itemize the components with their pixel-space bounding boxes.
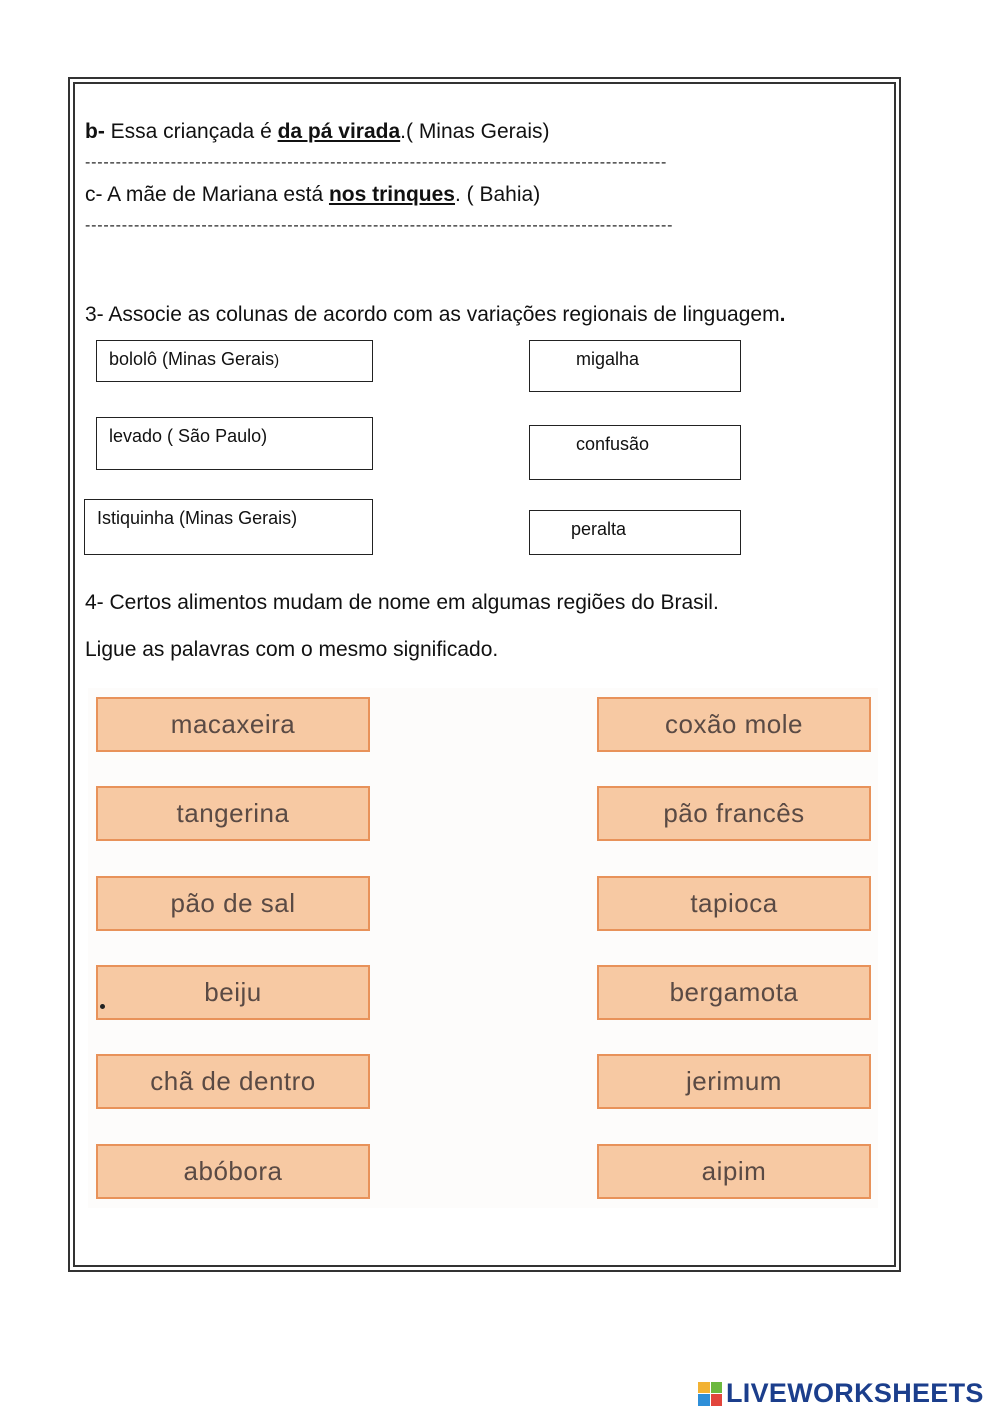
food-matching-area [88,688,878,1208]
food-right-1[interactable]: coxão mole [597,697,871,752]
question-3-title-period: . [779,303,786,326]
assoc-left-2[interactable] [96,417,373,470]
assoc-left-1-label: bololô (Minas Gerais [109,349,275,369]
sentence-b-text-2: .( Minas Gerais) [400,120,550,143]
assoc-left-3[interactable] [84,499,373,555]
assoc-right-2[interactable] [529,425,741,480]
assoc-left-2-label: levado ( São Paulo) [109,426,268,446]
sentence-c-text-1: c- A mãe de Mariana está [85,183,329,206]
food-right-3[interactable]: tapioca [597,876,871,931]
question-3-title [85,303,785,327]
question-4-title: 4- Certos alimentos mudam de nome em algumas regiões do Brasil. [85,591,719,614]
sentence-b-label: b- [85,120,105,143]
food-right-5[interactable]: jerimum [597,1054,871,1109]
assoc-right-2-label: confusão [576,434,650,454]
food-right-6[interactable]: aipim [597,1144,871,1199]
food-left-4[interactable]: beiju [96,965,370,1020]
sentence-c-expression: nos trinques [328,183,455,206]
assoc-left-1[interactable] [96,340,373,382]
sentence-c-text-2: . ( Bahia) [454,183,541,206]
brand-name: LIVEWORKSHEETS [726,1378,984,1408]
food-left-5[interactable]: chã de dentro [96,1054,370,1109]
assoc-right-3[interactable] [529,510,741,555]
sentence-b-expression: da pá virada [277,120,401,143]
food-left-6[interactable]: abóbora [96,1144,370,1199]
food-left-1[interactable]: macaxeira [96,697,370,752]
food-left-2[interactable]: tangerina [96,786,370,841]
sentence-c [85,183,540,207]
answer-line-c[interactable]: ------------------------------------------------------------------------------------------------ [85,217,674,234]
sentence-b [85,120,550,144]
footer-brand [698,1378,984,1409]
dot-mark [100,1004,105,1009]
answer-line-b[interactable]: ----------------------------------------------------------------------------------------------- [85,154,668,171]
food-right-2[interactable]: pão francês [597,786,871,841]
question-4-instruction: Ligue as palavras com o mesmo significado. [85,638,499,661]
assoc-left-3-label: Istiquinha (Minas Gerais) [97,508,298,528]
assoc-right-3-label: peralta [571,519,627,539]
sentence-b-text-1: Essa criançada é [104,120,278,143]
assoc-left-1-suffix: ) [274,352,280,369]
assoc-right-1[interactable] [529,340,741,392]
food-right-4[interactable]: bergamota [597,965,871,1020]
question-3-title-text: 3- Associe as colunas de acordo com as variações regionais de linguagem [85,303,780,326]
food-left-3[interactable]: pão de sal [96,876,370,931]
assoc-right-1-label: migalha [576,349,640,369]
liveworksheets-logo-icon [698,1382,722,1406]
